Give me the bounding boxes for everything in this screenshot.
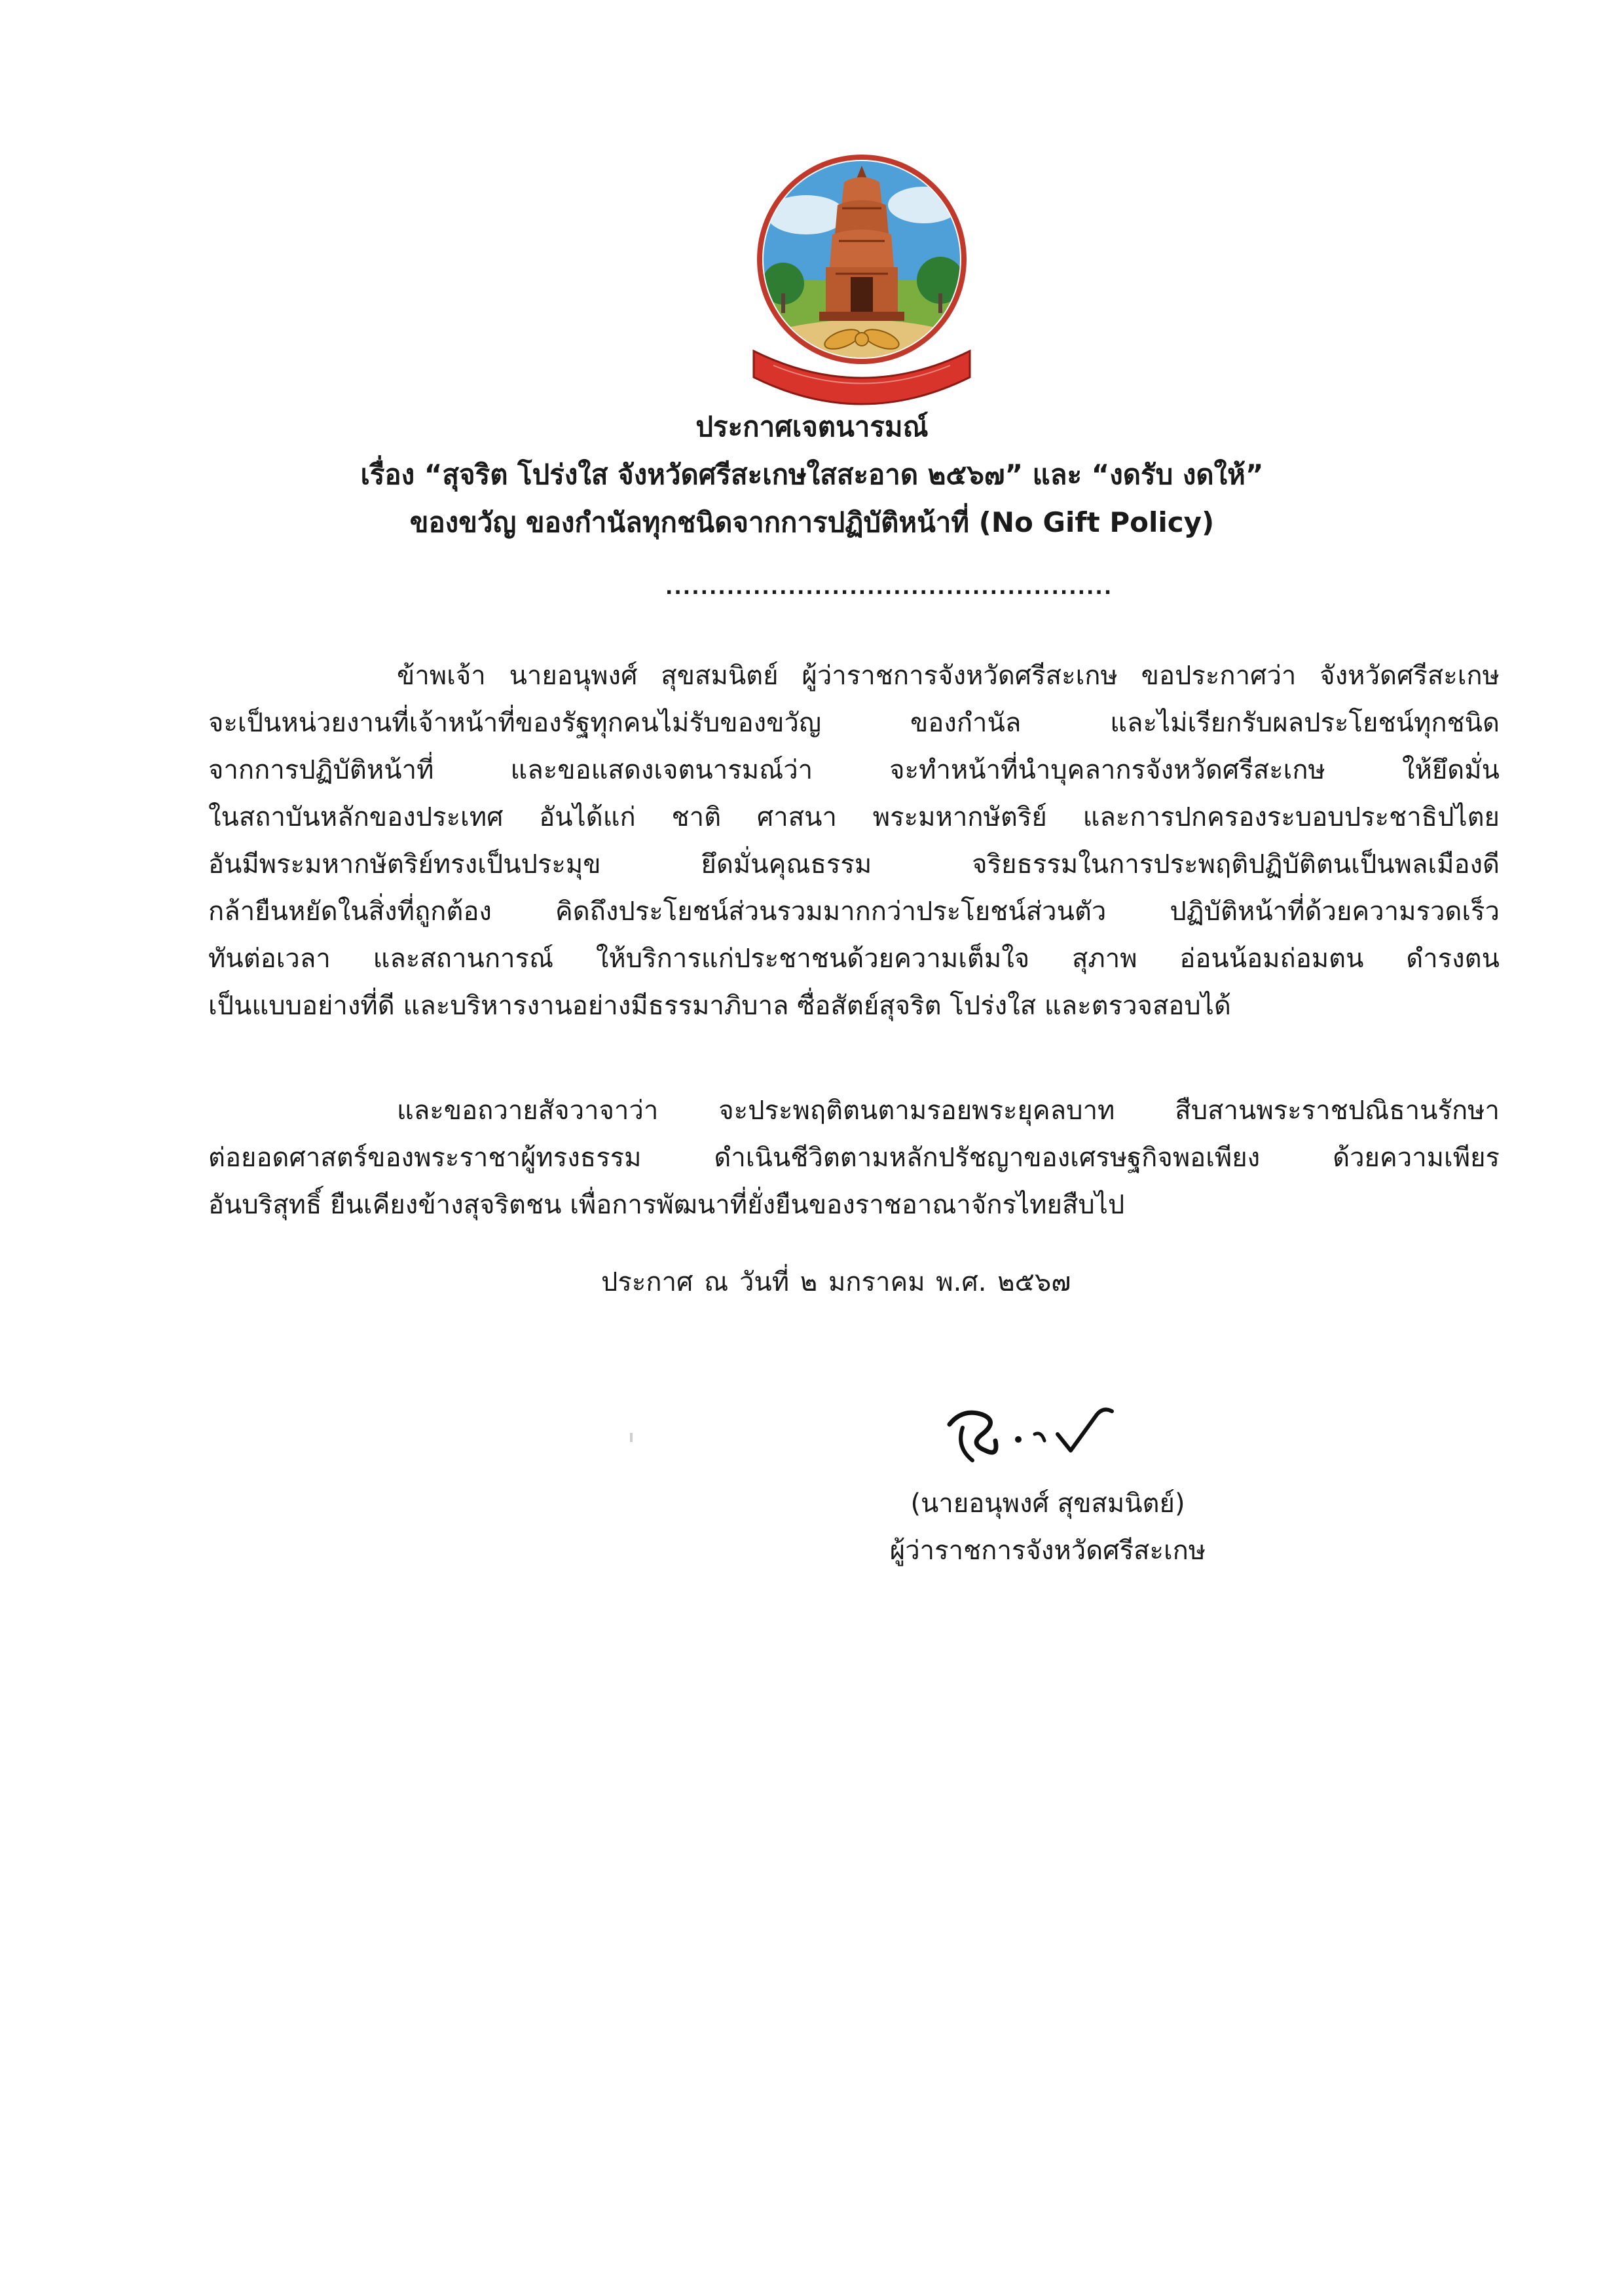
announcement-title (196, 403, 1428, 546)
signer-name: (นายอนุพงศ์ สุขสมนิตย์) (910, 1489, 1185, 1519)
paragraph-line: จากการปฏิบัติหน้าที่ และขอแสดงเจตนารมณ์ว่า จะทำหน้าที่นำบุคลากรจังหวัดศรีสะเกษ ให้ยึดมั่น (208, 755, 1500, 785)
body-paragraph-2 (208, 1087, 1500, 1229)
signer-block (838, 1480, 1257, 1574)
scan-speck (630, 1433, 633, 1442)
title-subject: เรื่อง “สุจริต โปร่งใส จังหวัดศรีสะเกษใสสะอาด ๒๕๖๗” และ “งดรับ งดให้” (360, 458, 1264, 491)
title-separator: ................................................... (665, 576, 1113, 599)
paragraph-line: จะเป็นหน่วยงานที่เจ้าหน้าที่ของรัฐทุกคนไม่รับของขวัญ ของกำนัล และไม่เรียกรับผลประโยชน์ทุกชนิด (208, 708, 1500, 738)
title-heading: ประกาศเจตนารมณ์ (695, 411, 929, 443)
body-paragraph-1 (208, 652, 1500, 1029)
provincial-seal-icon (728, 143, 996, 405)
announcement-date: ประกาศ ณ วันที่ ๒ มกราคม พ.ศ. ๒๕๖๗ (601, 1267, 1071, 1297)
title-subject-continued: ของขวัญ ของกำนัลทุกชนิดจากการปฏิบัติหน้าที่ (No Gift Policy) (409, 506, 1215, 538)
paragraph-line: กล้ายืนหยัดในสิ่งที่ถูกต้อง คิดถึงประโยชน์ส่วนรวมมากกว่าประโยชน์ส่วนตัว ปฏิบัติหน้าที่ด้วยความรวดเร็ว (208, 897, 1500, 927)
paragraph-line: ข้าพเจ้า นายอนุพงศ์ สุขสมนิตย์ ผู้ว่าราชการจังหวัดศรีสะเกษ ขอประกาศว่า จังหวัดศรีสะเกษ (397, 661, 1500, 691)
paragraph-line: ต่อยอดศาสตร์ของพระราชาผู้ทรงธรรม ดำเนินชีวิตตามหลักปรัชญาของเศรษฐกิจพอเพียง ด้วยความเพียร (208, 1143, 1500, 1173)
paragraph-line: ทันต่อเวลา และสถานการณ์ ให้บริการแก่ประชาชนด้วยความเต็มใจ สุภาพ อ่อนน้อมถ่อมตน ดำรงตน (208, 944, 1500, 974)
paragraph-line: อันมีพระมหากษัตริย์ทรงเป็นประมุข ยึดมั่นคุณธรรม จริยธรรมในการประพฤติปฏิบัติตนเป็นพลเมืองดี (208, 849, 1500, 880)
paragraph-line: อันบริสุทธิ์ ยืนเคียงข้างสุจริตชน เพื่อการพัฒนาที่ยั่งยืนของราชอาณาจักรไทยสืบไป (208, 1190, 1125, 1220)
paragraph-line: ในสถาบันหลักของประเทศ อันได้แก่ ชาติ ศาสนา พระมหากษัตริย์ และการปกครองระบอบประชาธิปไตย (208, 802, 1500, 832)
paragraph-line: เป็นแบบอย่างที่ดี และบริหารงานอย่างมีธรรมาภิบาล ซื่อสัตย์สุจริต โปร่งใส และตรวจสอบได้ (208, 991, 1231, 1021)
signer-position: ผู้ว่าราชการจังหวัดศรีสะเกษ (889, 1536, 1206, 1566)
handwritten-signature-icon (936, 1388, 1126, 1473)
paragraph-line: และขอถวายสัจวาจาว่า จะประพฤติตนตามรอยพระยุคลบาท สืบสานพระราชปณิธานรักษา (397, 1096, 1500, 1126)
